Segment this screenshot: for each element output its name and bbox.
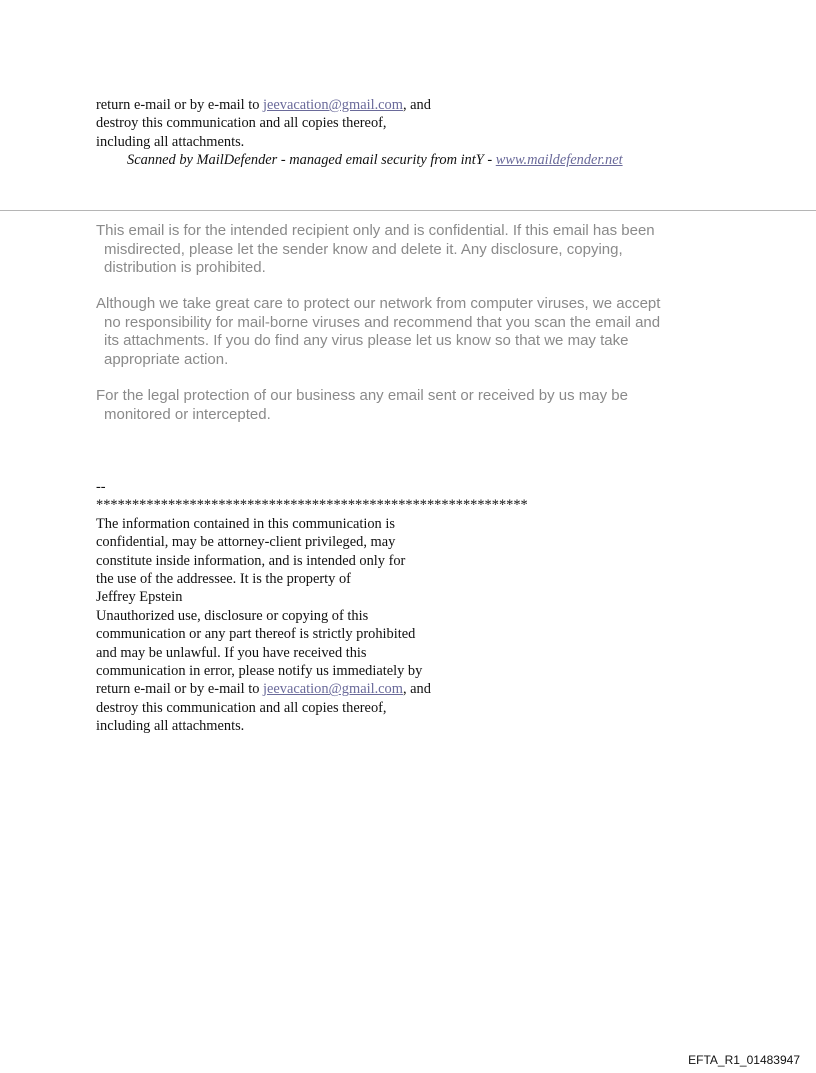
signature-line: the use of the addressee. It is the property of xyxy=(96,571,351,588)
signature-line: including all attachments. xyxy=(96,718,245,735)
divider xyxy=(0,210,816,211)
signature-line: confidential, may be attorney-client privileged, may xyxy=(96,534,396,551)
disclaimer-paragraph-1: This email is for the intended recipient only and is confidential. If this email has been misdirected, please let the sender know and delete it. Any disclosure, copying, distribution is prohibited. xyxy=(96,222,655,277)
signature-line: destroy this communication and all copies thereof, xyxy=(96,699,387,716)
signature-line: communication or any part thereof is strictly prohibited xyxy=(96,626,416,643)
email-link[interactable]: jeevacation@gmail.com xyxy=(263,97,403,113)
signature-line: communication in error, please notify us immediately by xyxy=(96,663,423,680)
signature-line: Jeffrey Epstein xyxy=(96,589,183,606)
signature-email-line: return e-mail or by e-mail to jeevacation@gmail.com, and xyxy=(96,681,431,698)
signature-line: and may be unlawful. If you have received this xyxy=(96,644,367,661)
signature-dashes: -- xyxy=(96,479,106,495)
document-id: EFTA_R1_01483947 xyxy=(688,1053,800,1067)
scanned-by-notice: Scanned by MailDefender - managed email security from intY - www.maildefender.net xyxy=(127,152,623,169)
disclaimer-paragraph-3: For the legal protection of our business any email sent or received by us may be monitored or intercepted. xyxy=(96,387,628,423)
top-notice-line-2: destroy this communication and all copies thereof, xyxy=(96,115,387,132)
disclaimer-paragraph-2: Although we take great care to protect our network from computer viruses, we accept no responsibility for mail-borne viruses and recommend that you scan the email and its attachments. If you do find any virus please let us know so that we may take appropriate action. xyxy=(96,295,661,369)
top-notice-line-1: return e-mail or by e-mail to jeevacation@gmail.com, and xyxy=(96,97,431,113)
maildefender-link[interactable]: www.maildefender.net xyxy=(495,152,623,169)
signature-block xyxy=(96,478,528,736)
signature-stars: ************************************************************ xyxy=(96,497,528,514)
signature-line: Unauthorized use, disclosure or copying of this xyxy=(96,607,369,624)
signature-line: The information contained in this communication is xyxy=(96,515,395,532)
top-notice xyxy=(96,96,623,170)
top-notice-line-3: including all attachments. xyxy=(96,133,245,150)
email-link[interactable]: jeevacation@gmail.com xyxy=(263,681,403,698)
signature-line: constitute inside information, and is intended only for xyxy=(96,552,406,569)
